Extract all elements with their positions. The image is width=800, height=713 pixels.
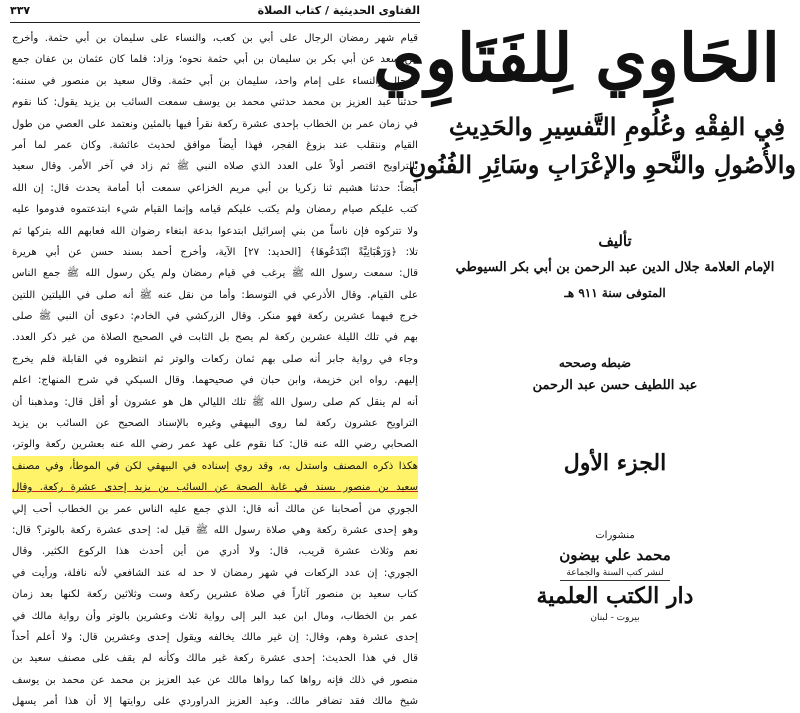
- author-name: الإمام العلامة جلال الدين عبد الرحمن بن أبي بكر السيوطي: [455, 260, 775, 275]
- text-line: الجوري من أصحابنا عن مالك أنه قال: الذي جمع عليه الناس عمر بن الخطاب أحب إلي: [12, 503, 418, 515]
- text-line: كتاب سعيد بن منصور آثاراً في صلاة عشرين ركعة وست وثلاثين ركعة لكنها بعد زمان: [12, 589, 418, 601]
- highlighted-text-line: سعيد بن منصور بسند في غاية الصحة عن السائب بن يزيد إحدى عشرة ركعة. وقال: [12, 477, 418, 498]
- text-line: على القيام. وقال الأذرعي في التوسط: وأما من نقل عنه ﷺ أنه صلى في الليلتين اللتين: [12, 289, 418, 301]
- text-line: كتب عليكم صيام رمضان ولم يكتب عليكم قيامه وإنما القيام شيء ابتدعتموه فدوموا عليه: [12, 204, 418, 216]
- text-line: الجوري: إن عدد الركعات في شهر رمضان لا حد له عند الشافعي لأنه نافلة، ورأيت في: [12, 567, 418, 579]
- text-line: حدثنا عبد العزيز بن محمد حدثني محمد بن يوسف سمعت السائب بن يزيد يقول: كنا نقوم: [12, 97, 418, 109]
- running-head: [10, 4, 420, 22]
- publisher-name: محمد علي بيضون: [559, 546, 671, 564]
- book-title: الحَاوِي لِلفَتَاوِي: [373, 19, 780, 97]
- text-line: قال: سمعت رسول الله ﷺ يرغب في قيام رمضان ولم يكن رسول الله ﷺ جمع الناس: [12, 268, 418, 280]
- authorship-label: تأليف: [598, 232, 632, 250]
- publisher-label: منشورات: [595, 530, 635, 541]
- text-line: أنه لم ينقل كم صلى رسول الله ﷺ تلك الليالي هل هو عشرون أو أقل قال: ومذهبنا أن: [12, 396, 418, 408]
- text-line: بالتراويح اقتصر أولاً على العدد الذي صلاه النبي ﷺ ثم زاد في آخر الأمر. وقال سعيد: [12, 161, 418, 173]
- text-line: شيخ مالك فقد تضافر مالك. وعبد العزيز الدراوردي على روايتها إلا أن هذا أمر يسهل: [12, 696, 418, 708]
- text-line: في زمان عمر بن الخطاب بإحدى عشرة ركعة نقرأ فيها بالمئين ونعتمد على العصي من طول: [12, 118, 418, 130]
- text-line: بهم في تلك الليلة عشرين ركعة لم يصح بل الثابت في الصحيح الصلاة من غير ذكر العدد.: [12, 332, 418, 344]
- highlighted-text-line: هكذا ذكره المصنف واستدل به، وقد روي إسناده في البيهقي لكن في الموطأ، وفي مصنف: [12, 456, 418, 477]
- text-line: إحدى عشرة وهم، وقال: إن غير مالك يخالفه ويقول إحدى وعشرين قال: ولا أعلم أحداً: [12, 631, 418, 643]
- text-line: التراويح عشرون ركعة لما روى البيهقي وغيره بالإسناد الصحيح عن السائب بن يزيد: [12, 418, 418, 430]
- header-rule: [10, 22, 420, 23]
- text-line: قيام شهر رمضان الرجال على أبي بن كعب، والنساء على سليمان بن أبي حثمة. وأخرج: [12, 33, 418, 44]
- text-line: إليهم. رواه ابن خزيمة، وابن حبان في صحيحهما. وقال السبكي في شرح المنهاج: اعلم: [12, 375, 418, 387]
- text-line: الرجال والنساء على إمام واحد، سليمان بن أبي حثمة. وقال سعيد بن منصور في سننه:: [12, 75, 418, 87]
- title-page: [373, 0, 800, 646]
- publishing-house: دار الكتب العلمية: [536, 583, 694, 609]
- text-line: ولا تتركوه فإن ناساً من بني إسرائيل ابتدعوا بدعة ابتغاء رضوان الله فعابهم الله بتركها ثم: [12, 225, 418, 237]
- text-line: منصور في ذلك فإنه رواها كما رواها مالك عن عبد العزيز بن محمد عن محمد بن يوسف: [12, 674, 418, 686]
- editor-name: عبد اللطيف حسن عبد الرحمن: [532, 378, 698, 393]
- volume-label: الجزء الأول: [563, 450, 667, 476]
- text-line: ابن سعد عن أبي بكر بن سليمان بن أبي حثمة نحوه؛ وزاد: فلما كان عثمان بن عفان جمع: [12, 54, 418, 66]
- page-number: ٣٣٧: [10, 4, 31, 17]
- page-body-text: [12, 28, 418, 713]
- text-line: عمر بن الخطاب، ومال ابن عبد البر إلى رواية ثلاث وعشرين بالوتر وأن رواية مالك في: [12, 610, 418, 622]
- author-death-date: المتوفى سنة ٩١١ هـ: [564, 286, 666, 300]
- text-line: الصحابي رضي الله عنه قال: كنا نقوم على عهد عمر رضي الله عنه بعشرين ركعة والوتر،: [12, 439, 418, 451]
- text-line: أيضاً: حدثنا هشيم ثنا زكريا بن أبي مريم الخزاعي سمعت أبا أمامة يحدث قال: إن الله: [12, 182, 418, 194]
- text-line: نعم وثلاث عشرة قريب، قال: ولا أدري من أين أحدث هذا الركوع الكثير. وقال: [12, 546, 418, 558]
- text-line: تلا: ﴿وَرَهْبَانِيَّةً ابْتَدَعُوهَا﴾ [الحديد: ٢٧] الآية، وأخرج أحمد بسند حسن عن أبي هريرة: [12, 246, 418, 258]
- text-line: قال في هذا الحديث: إحدى عشرة ركعة غير مالك وكأنه لم يقف على مصنف سعيد بن: [12, 653, 418, 665]
- text-line: وهو إحدى عشرة ركعة وهي صلاة رسول الله ﷺ قيل له: إحدى عشرة ركعة بالوتر؟ قال:: [12, 524, 418, 536]
- text-line: القيام وننقلب عند بزوغ الفجر، فهذا أيضاً موافق لحديث عائشة. وكان عمر لما أمر: [12, 139, 418, 151]
- editor-label: ضبطه وصححه: [558, 356, 632, 370]
- publisher-tagline: لنشر كتب السنة والجماعة: [566, 568, 664, 578]
- running-title: الفتاوى الحديثية / كتاب الصلاة: [257, 4, 420, 17]
- book-subtitle-line-2: والأُصُولِ والنَّحوِ والإعْرَابِ وسَائِرِ الفُنُونِ: [408, 150, 796, 179]
- text-line: خرج فيهما عشرين ركعة فهو منكر. وقال الزركشي في الخادم: دعوى أن النبي ﷺ صلى: [12, 311, 418, 323]
- book-subtitle-line-1: فِي الفِقْهِ وعُلُومِ التَّفسِيرِ والحَدِيثِ: [448, 112, 786, 141]
- publisher-block: [530, 528, 700, 636]
- text-line: وجاء في رواية جابر أنه صلى بهم ثمان ركعات والوتر ثم انتظروه في القابلة فلم يخرج: [12, 353, 418, 365]
- publisher-city: بيروت - لبنان: [590, 613, 640, 623]
